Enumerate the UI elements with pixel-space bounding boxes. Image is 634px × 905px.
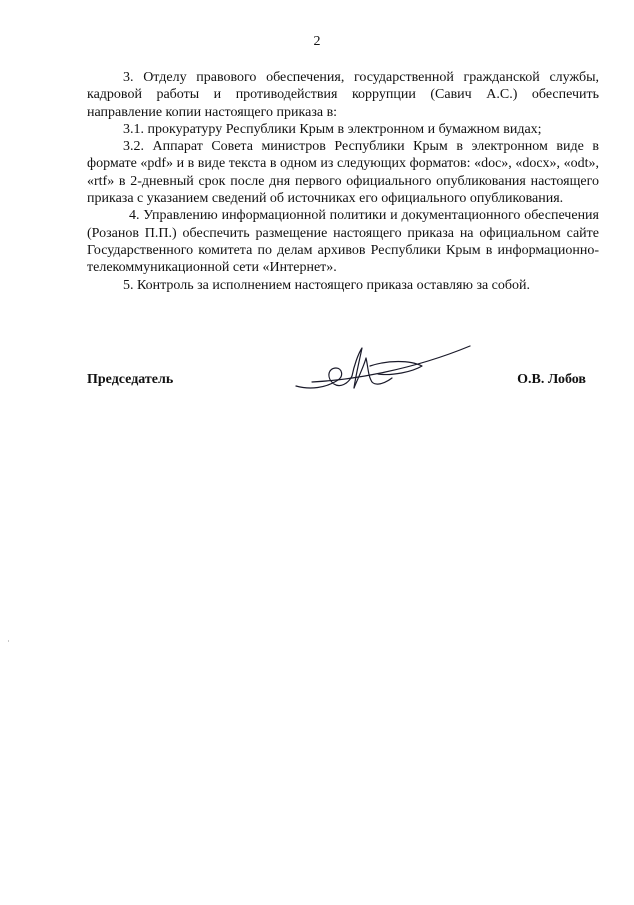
paragraph-4: 4. Управлению информационной политики и документационного обеспечения (Розанов П.П.) обеспечить размещение настоящего приказа на официальном сайте Государственного комитета по делам архивов Республики Крым в информационно-телекоммуникационной сети «Интернет». xyxy=(87,208,599,276)
paragraph-3-1: 3.1. прокуратуру Республики Крым в электронном и бумажном видах; xyxy=(123,121,542,137)
signer-name: О.В. Лобов xyxy=(517,372,586,387)
page-number: 2 xyxy=(313,34,321,49)
signature-block xyxy=(87,352,599,412)
signer-title: Председатель xyxy=(87,372,174,387)
scan-speck xyxy=(8,640,9,642)
paragraph-5: 5. Контроль за исполнением настоящего приказа оставляю за собой. xyxy=(123,277,531,293)
handwritten-signature xyxy=(292,344,472,400)
document-body xyxy=(87,69,599,294)
paragraph-3-2: 3.2. Аппарат Совета министров Республики Крым в электронном виде в формате «pdf» и в виде текста в одном из следующих форматов: «doc», «docx», «odt», «rtf» в 2-дневный срок после дня первого официального опубликования настоящего приказа с указанием сведений об источниках его официального опубликования. xyxy=(87,139,599,207)
paragraph-3: 3. Отделу правового обеспечения, государственной гражданской службы, кадровой работы и противодействия коррупции (Савич А.С.) обеспечить направление копии настоящего приказа в: xyxy=(87,70,599,120)
